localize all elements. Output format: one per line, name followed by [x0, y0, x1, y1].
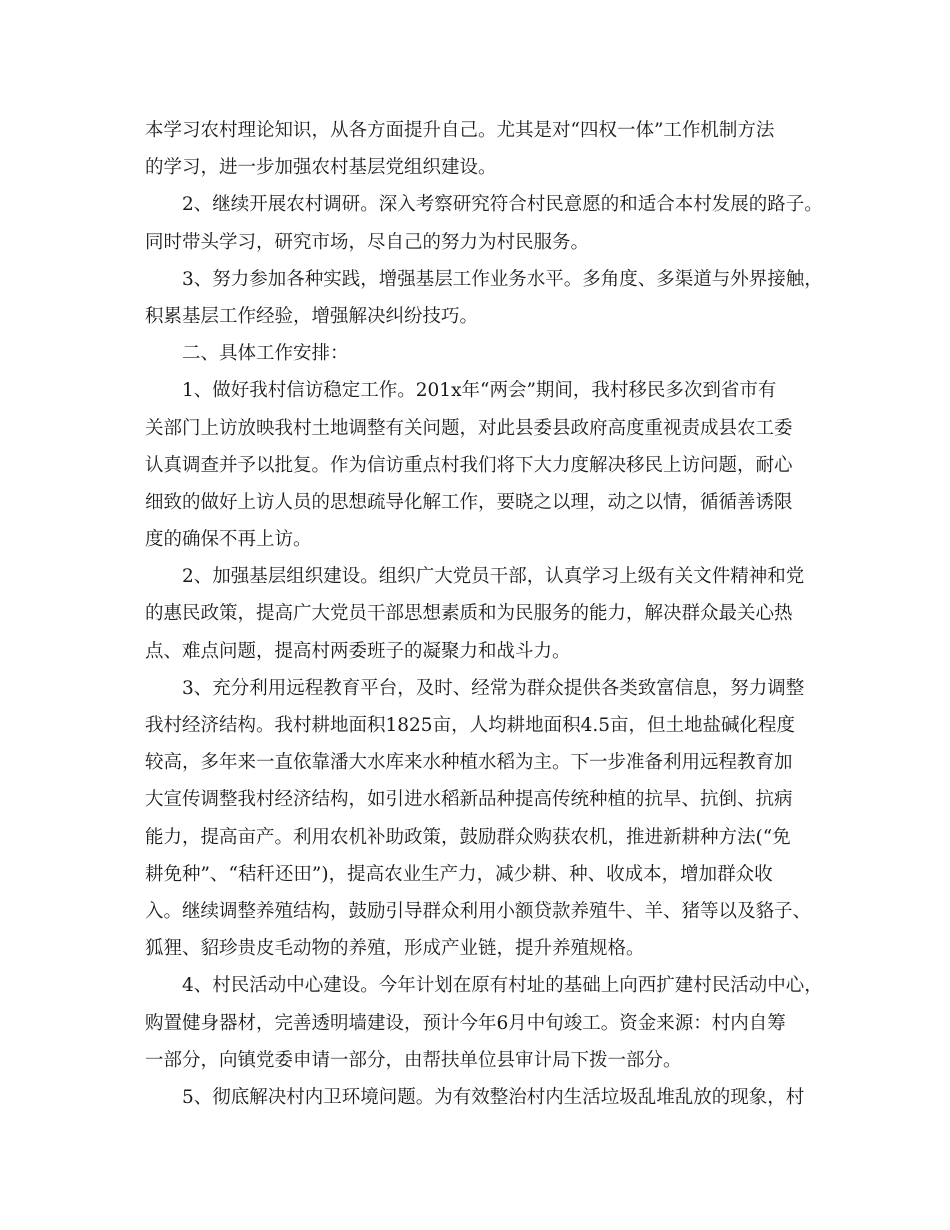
text-line: 狐狸、貂珍贵皮毛动物的养殖，形成产业链，提升养殖规格。: [145, 938, 645, 960]
text-line: 能力，提高亩产。利用农机补助政策，鼓励群众购获农机，推进新耕种方法(“免: [145, 826, 791, 848]
text-line: 入。继续调整养殖结构，鼓励引导群众利用小额贷款养殖牛、羊、猪等以及貉子、: [145, 900, 812, 922]
text-line: 度的确保不再上访。: [145, 529, 312, 551]
text-line: 5、彻底解决村内卫环境问题。为有效整治村内生活垃圾乱堆乱放的现象，村: [182, 1086, 805, 1108]
text-line: 1、做好我村信访稳定工作。201x年“两会”期间，我村移民多次到省市有: [182, 380, 777, 402]
text-line: 耕免种”、“秸秆还田”)，提高农业生产力，减少耕、种、收成本，增加群众收: [145, 863, 773, 885]
text-line: 较高，多年来一直依靠潘大水库来水种植水稻为主。下一步准备利用远程教育加: [145, 752, 793, 774]
text-line: 购置健身器材，完善透明墙建设，预计今年6月中旬竣工。资金来源：村内自筹: [145, 1012, 786, 1034]
text-line: 的学习，进一步加强农村基层党组织建设。: [145, 157, 497, 179]
text-line: 大宣传调整我村经济结构，如引进水稻新品种提高传统种植的抗旱、抗倒、抗病: [145, 789, 793, 811]
text-line: 同时带头学习，研究市场，尽自己的努力为村民服务。: [145, 231, 590, 253]
text-line: 3、充分利用远程教育平台，及时、经常为群众提供各类致富信息，努力调整: [182, 677, 805, 699]
text-line: 积累基层工作经验，增强解决纠纷技巧。: [145, 305, 479, 327]
text-line: 4、村民活动中心建设。今年计划在原有村址的基础上向西扩建村民活动中心，: [182, 975, 823, 997]
text-line: 的惠民政策，提高广大党员干部思想素质和为民服务的能力，解决群众最关心热: [145, 603, 793, 625]
text-line: 认真调查并予以批复。作为信访重点村我们将下大力度解决移民上访问题，耐心: [145, 454, 793, 476]
text-line: 关部门上访放映我村土地调整有关问题，对此县委县政府高度重视责成县农工委: [145, 417, 793, 439]
text-line: 2、加强基层组织建设。组织广大党员干部，认真学习上级有关文件精神和党: [182, 566, 805, 588]
text-line: 3、努力参加各种实践，增强基层工作业务水平。多角度、多渠道与外界接触，: [182, 268, 823, 290]
text-line: 我村经济结构。我村耕地面积1825亩，人均耕地面积4.5亩，但土地盐碱化程度: [145, 715, 796, 736]
text-line: 本学习农村理论知识，从各方面提升自己。尤其是对“四权一体”工作机制方法: [145, 120, 775, 141]
text-line: 一部分，向镇党委申请一部分，由帮扶单位县审计局下拨一部分。: [145, 1049, 682, 1071]
text-line: 2、继续开展农村调研。深入考察研究符合村民意愿的和适合本村发展的路子。: [182, 194, 823, 216]
document-body: [145, 112, 823, 1116]
section-heading: 二、具体工作安排：: [182, 343, 349, 365]
text-line: 细致的做好上访人员的思想疏导化解工作，要晓之以理，动之以情，循循善诱限: [145, 491, 793, 513]
text-line: 点、难点问题，提高村两委班子的凝聚力和战斗力。: [145, 640, 571, 662]
